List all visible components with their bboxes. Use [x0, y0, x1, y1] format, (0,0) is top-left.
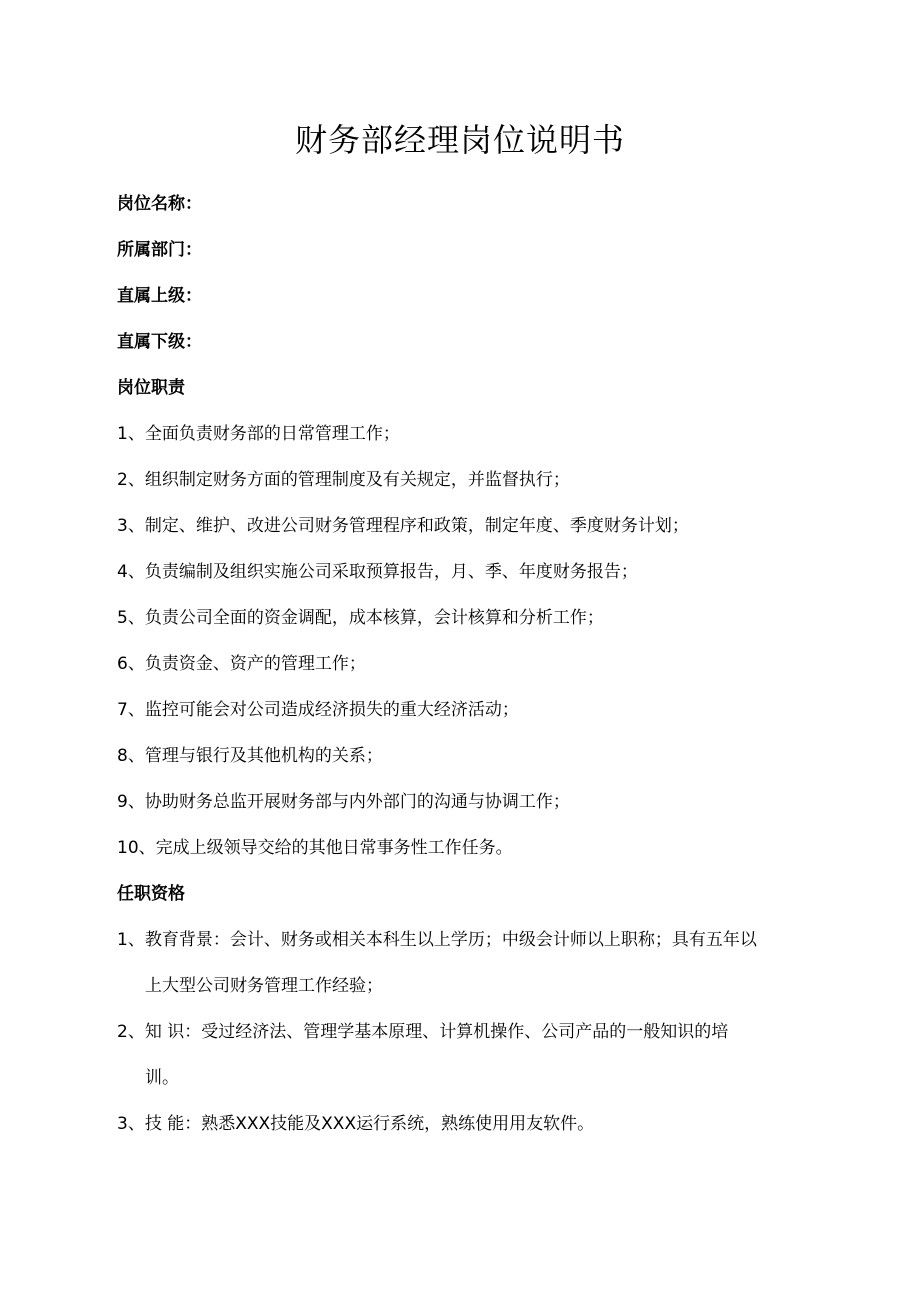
field-direct-superior: 直属上级： — [117, 286, 202, 306]
duty-item: 6、负责资金、资产的管理工作； — [117, 654, 366, 674]
field-position-name: 岗位名称： — [117, 194, 202, 214]
duty-item: 3、制定、维护、改进公司财务管理程序和政策，制定年度、季度财务计划； — [117, 516, 689, 536]
duty-item: 1、全面负责财务部的日常管理工作； — [117, 424, 400, 444]
duty-item: 2、组织制定财务方面的管理制度及有关规定，并监督执行； — [117, 470, 570, 490]
qualification-item: 2、知 识：受过经济法、管理学基本原理、计算机操作、公司产品的一般知识的培 — [117, 1022, 729, 1042]
document-title: 财务部经理岗位说明书 — [294, 121, 625, 159]
duties-heading: 岗位职责 — [117, 378, 185, 398]
field-direct-subordinate: 直属下级： — [117, 332, 202, 352]
duty-item: 8、管理与银行及其他机构的关系； — [117, 746, 383, 766]
duty-item: 10、完成上级领导交给的其他日常事务性工作任务。 — [117, 838, 513, 858]
qualification-item-continuation: 训。 — [145, 1068, 179, 1088]
duty-item: 4、负责编制及组织实施公司采取预算报告，月、季、年度财务报告； — [117, 562, 638, 582]
duty-item: 9、协助财务总监开展财务部与内外部门的沟通与协调工作； — [117, 792, 570, 812]
qualifications-heading: 任职资格 — [117, 884, 185, 904]
qualification-item: 1、教育背景：会计、财务或相关本科生以上学历；中级会计师以上职称；具有五年以 — [117, 930, 757, 950]
qualification-item: 3、技 能：熟悉XXX技能及XXX运行系统，熟练使用用友软件。 — [117, 1114, 595, 1134]
qualification-item-continuation: 上大型公司财务管理工作经验； — [145, 976, 383, 996]
duty-item: 5、负责公司全面的资金调配，成本核算，会计核算和分析工作； — [117, 608, 604, 628]
duty-item: 7、监控可能会对公司造成经济损失的重大经济活动； — [117, 700, 519, 720]
field-department: 所属部门： — [117, 240, 202, 260]
